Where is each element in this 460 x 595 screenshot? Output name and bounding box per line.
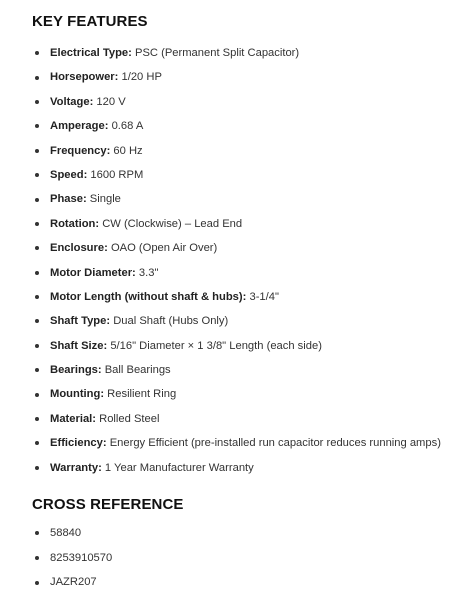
- feature-value: 5/16" Diameter × 1 3/8" Length (each side): [110, 339, 322, 352]
- bullet-icon: [35, 100, 39, 104]
- feature-value: Resilient Ring: [107, 388, 177, 401]
- cross-reference-heading: CROSS REFERENCE: [32, 496, 184, 514]
- cross-reference-part-number: 58840: [50, 527, 82, 540]
- feature-key: Motor Length (without shaft & hubs):: [50, 290, 247, 303]
- feature-key: Mounting:: [50, 388, 105, 401]
- feature-key: Material:: [50, 412, 97, 425]
- feature-key: Voltage:: [50, 95, 94, 108]
- feature-item-amperage: [0, 114, 460, 138]
- cross-reference-item: [0, 570, 460, 595]
- feature-item-bearings: [0, 358, 460, 382]
- feature-item-speed: [0, 163, 460, 187]
- feature-value: OAO (Open Air Over): [110, 242, 218, 255]
- feature-item-horsepower: [0, 65, 460, 89]
- feature-key: Rotation:: [50, 217, 100, 230]
- feature-key: Enclosure:: [50, 242, 108, 255]
- feature-key: Electrical Type:: [50, 47, 132, 59]
- bullet-icon: [35, 124, 39, 128]
- feature-item-phase: [0, 187, 460, 211]
- feature-key: Shaft Size:: [50, 339, 108, 352]
- feature-item-shaft-size: [0, 334, 460, 358]
- feature-item-material: [0, 407, 460, 431]
- bullet-icon: [35, 556, 39, 560]
- bullet-icon: [35, 531, 39, 535]
- bullet-icon: [35, 344, 39, 348]
- cross-reference-item: [0, 546, 460, 571]
- bullet-icon: [35, 295, 39, 299]
- feature-key: Frequency:: [50, 144, 111, 157]
- feature-value: 3.3": [138, 266, 159, 279]
- feature-key: Motor Diameter:: [50, 266, 136, 279]
- bullet-icon: [35, 417, 39, 421]
- bullet-icon: [35, 271, 39, 275]
- feature-item-rotation: [0, 212, 460, 236]
- feature-item-voltage: [0, 90, 460, 114]
- bullet-icon: [35, 198, 39, 202]
- feature-key: Amperage:: [50, 120, 109, 133]
- feature-value: 1 Year Manufacturer Warranty: [104, 461, 254, 474]
- feature-value: Rolled Steel: [99, 412, 160, 425]
- key-features-heading: KEY FEATURES: [32, 13, 148, 30]
- feature-value: Dual Shaft (Hubs Only): [113, 315, 229, 328]
- feature-key: Efficiency:: [50, 437, 107, 450]
- bullet-icon: [35, 441, 39, 445]
- bullet-icon: [35, 368, 39, 372]
- feature-value: 120 V: [96, 95, 126, 108]
- cross-reference-part-number: 8253910570: [50, 551, 113, 564]
- feature-item-enclosure: [0, 236, 460, 260]
- bullet-icon: [35, 581, 39, 585]
- bullet-icon: [35, 222, 39, 226]
- feature-key: Warranty:: [50, 461, 102, 474]
- feature-item-shaft-type: [0, 309, 460, 333]
- feature-key: Phase:: [50, 193, 87, 206]
- bullet-icon: [35, 51, 39, 55]
- feature-key: Shaft Type:: [50, 315, 111, 328]
- bullet-icon: [35, 319, 39, 323]
- feature-value: 1600 RPM: [90, 168, 144, 181]
- feature-item-motor-diameter: [0, 261, 460, 285]
- bullet-icon: [35, 466, 39, 470]
- bullet-icon: [35, 149, 39, 153]
- feature-value: CW (Clockwise) – Lead End: [102, 217, 243, 230]
- bullet-icon: [35, 173, 39, 177]
- feature-item-frequency: [0, 139, 460, 163]
- feature-item-electrical-type: [0, 41, 460, 65]
- cross-reference-item: [0, 521, 460, 546]
- feature-value: 0.68 A: [111, 120, 144, 133]
- cross-reference-list: [0, 521, 460, 595]
- feature-item-efficiency: [0, 431, 460, 455]
- feature-value: 60 Hz: [113, 144, 143, 157]
- feature-value: Ball Bearings: [104, 364, 171, 377]
- feature-key: Bearings:: [50, 364, 102, 377]
- feature-value: Energy Efficient (pre-installed run capacitor reduces running amps): [109, 437, 441, 450]
- bullet-icon: [35, 393, 39, 397]
- feature-item-warranty: [0, 456, 460, 480]
- feature-value: PSC (Permanent Split Capacitor): [134, 47, 300, 59]
- key-features-list: [0, 41, 460, 480]
- feature-value: Single: [89, 193, 121, 206]
- feature-key: Horsepower:: [50, 71, 119, 84]
- cross-reference-part-number: JAZR207: [50, 576, 97, 589]
- feature-value: 1/20 HP: [121, 71, 162, 84]
- feature-key: Speed:: [50, 168, 88, 181]
- feature-item-mounting: [0, 382, 460, 406]
- feature-value: 3-1/4": [249, 290, 279, 303]
- bullet-icon: [35, 246, 39, 250]
- bullet-icon: [35, 76, 39, 80]
- feature-item-motor-length: [0, 285, 460, 309]
